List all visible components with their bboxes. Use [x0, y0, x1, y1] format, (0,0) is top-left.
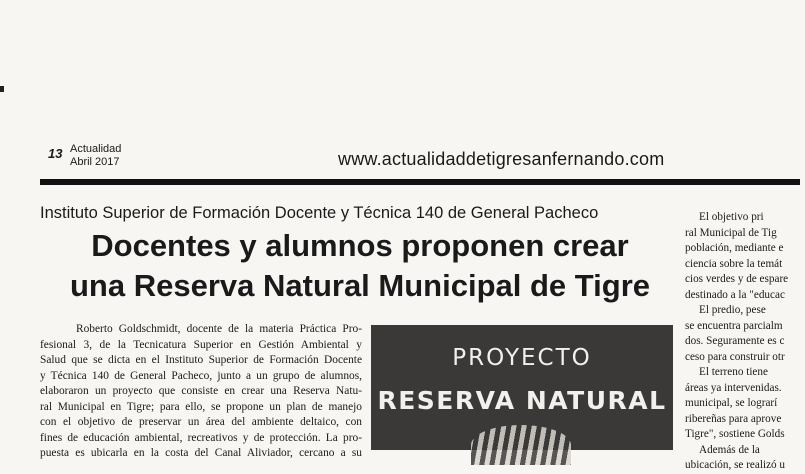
column-line: Tigre", sostiene Golds [685, 428, 785, 440]
article-headline [40, 226, 680, 306]
column-line: ubicación, se realizó u [685, 459, 786, 471]
column-line: ciencia sobre la temát [685, 257, 783, 270]
column-line: ceso para construir otr [685, 350, 785, 363]
column-line: cios verdes y de espare [685, 273, 789, 285]
column-line: municipal, se lograrí [685, 397, 778, 409]
article-kicker: Instituto Superior de Formación Docente y Técnica 140 de General Pacheco [40, 204, 599, 222]
column-line: El terreno tiene [699, 366, 768, 378]
column-line: El predio, pese [699, 304, 766, 316]
column-line: población, mediante e [685, 242, 784, 254]
body-line: Roberto Goldschmidt, docente de la materia Práctica Pro- [76, 323, 362, 335]
photo-caption-line: PROYECTO [452, 345, 592, 371]
column-line: El objetivo pri [699, 211, 764, 223]
photo-caption-line: RESERVA NATURAL [377, 386, 667, 415]
issue-date: Abril 2017 [70, 156, 120, 168]
body-line: fesional 3, de la Tecnicatura Superior en Gestión Ambiental y [40, 338, 362, 351]
column-line: áreas ya intervenidas. [685, 381, 782, 394]
column-line: Además de la [699, 443, 760, 456]
column-line: ribereñas para aprove [685, 412, 782, 425]
headline-line: Docentes y alumnos proponen crear [91, 228, 629, 263]
headline-line: una Reserva Natural Municipal de Tigre [70, 268, 650, 303]
body-line: ral Municipal en Tigre; para ello, se propone un plan de manejo [40, 400, 362, 413]
page-number: 13 [48, 146, 63, 161]
body-line: y Técnica 140 de General Pacheco, junto a un grupo de alumnos, [40, 369, 362, 382]
body-line: Salud que se dicta en el Instituto Superior de Formación Docente [40, 354, 362, 366]
body-line: con el objetivo de preservar un área del ambiente deltaico, con [40, 416, 362, 428]
body-line: fines de educación ambiental, recreativos y de protección. La pro- [40, 431, 362, 444]
column-line: destinado a la "educac [685, 288, 785, 301]
column-line: se encuentra parcialm [685, 319, 783, 332]
column-line: dos. Seguramente es c [685, 335, 785, 347]
right-column [685, 210, 805, 471]
website-url: www.actualidaddetigresanfernando.com [338, 149, 665, 169]
article-body [40, 322, 362, 459]
scan-speck [0, 86, 4, 92]
tiger-illustration [471, 425, 571, 465]
body-line: elaboraron un proyecto que consiste en crear una Reserva Natu- [40, 385, 362, 397]
section-name: Actualidad [70, 143, 122, 155]
article-photo [371, 325, 673, 450]
header-rule [40, 179, 800, 185]
body-line: puesta es ubicarla en la costa del Canal Aliviador, cercano a su [40, 447, 362, 459]
column-line: ral Municipal de Tig [685, 226, 777, 239]
